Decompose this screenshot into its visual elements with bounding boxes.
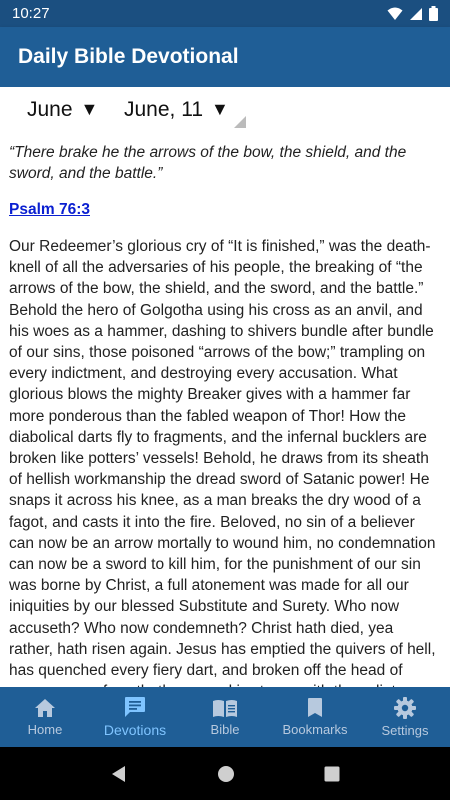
- wifi-icon: [387, 7, 403, 21]
- back-icon[interactable]: [110, 765, 128, 783]
- app-title: Daily Bible Devotional: [18, 45, 239, 68]
- date-selector-row: [0, 87, 450, 132]
- nav-bookmarks-label: Bookmarks: [282, 722, 348, 737]
- gear-icon: [394, 697, 416, 719]
- bookmark-icon: [307, 697, 323, 718]
- month-value: June: [27, 97, 73, 121]
- app-bar: [0, 27, 450, 87]
- nav-bible[interactable]: [180, 687, 270, 747]
- bottom-navigation: [0, 687, 450, 747]
- status-icons: [387, 6, 438, 21]
- month-dropdown-arrow-icon: ▼: [80, 99, 99, 119]
- recents-icon[interactable]: [324, 766, 340, 782]
- day-dropdown-arrow-icon: ▼: [211, 99, 229, 119]
- devotional-body: Our Redeemer’s glorious cry of “It is finished,” was the death-knell of all the adversaries of his people, the breaking of “the arrows of the bow, the shield, and the sword, and the battle.” Behold the hero of Golgotha using his cross as an anvil, and his woes as a hammer, dashing to shivers bundle after bundle of our sins, those poisoned “arrows of the bow;” trampling on every indictment, and destroying every accusation. What glorious blows the mighty Breaker gives with a hammer far more ponderous than the fabled weapon of Thor! How the diabolical darts fly to fragments, and the infernal bucklers are broken like potters’ vessels! Behold, he draws from its sheath of hellish workmanship the dread sword of Satanic power! He snaps it across his knee, as a man breaks the dry wood of a fagot, and casts it into the fire. Beloved, no sin of a believer can now be an arrow mortally to wound him, no condemnation can now be a sword to kill him, for the punishment of our sin was borne by Christ, a full atonement was made for all our iniquities by our blessed Substitute and Surety. Who now accuseth? Who now condemneth? Christ hath died, yea rather, hath risen again. Jesus has emptied the quivers of hell, has quenched every fiery dart, and broken off the head of: [9, 238, 436, 680]
- home-circle-icon[interactable]: [217, 765, 235, 783]
- day-dropdown[interactable]: [120, 87, 246, 132]
- nav-home-label: Home: [27, 721, 63, 737]
- day-value: June, 11: [124, 97, 204, 121]
- nav-settings-label: Settings: [381, 722, 429, 738]
- nav-home[interactable]: [0, 687, 90, 747]
- nav-devotions[interactable]: [90, 687, 180, 747]
- devotional-content[interactable]: [0, 132, 450, 687]
- month-dropdown[interactable]: [22, 87, 120, 132]
- home-icon: [34, 698, 56, 718]
- dropdown-corner-indicator: [234, 116, 246, 128]
- nav-bookmarks[interactable]: [270, 687, 360, 747]
- book-icon: [212, 698, 238, 718]
- message-icon: [124, 696, 146, 718]
- status-bar: [0, 0, 450, 27]
- nav-settings[interactable]: [360, 687, 450, 747]
- nav-bible-label: Bible: [210, 721, 240, 737]
- scripture-reference-link[interactable]: Psalm 76:3: [9, 201, 90, 218]
- scripture-verse: “There brake he the arrows of the bow, the shield, and the sword, and the battle.”: [9, 144, 407, 182]
- nav-devotions-label: Devotions: [103, 722, 167, 738]
- status-time: 10:27: [12, 5, 50, 22]
- system-navigation-bar: [0, 747, 450, 800]
- signal-icon: [409, 7, 423, 21]
- battery-icon: [429, 6, 438, 21]
